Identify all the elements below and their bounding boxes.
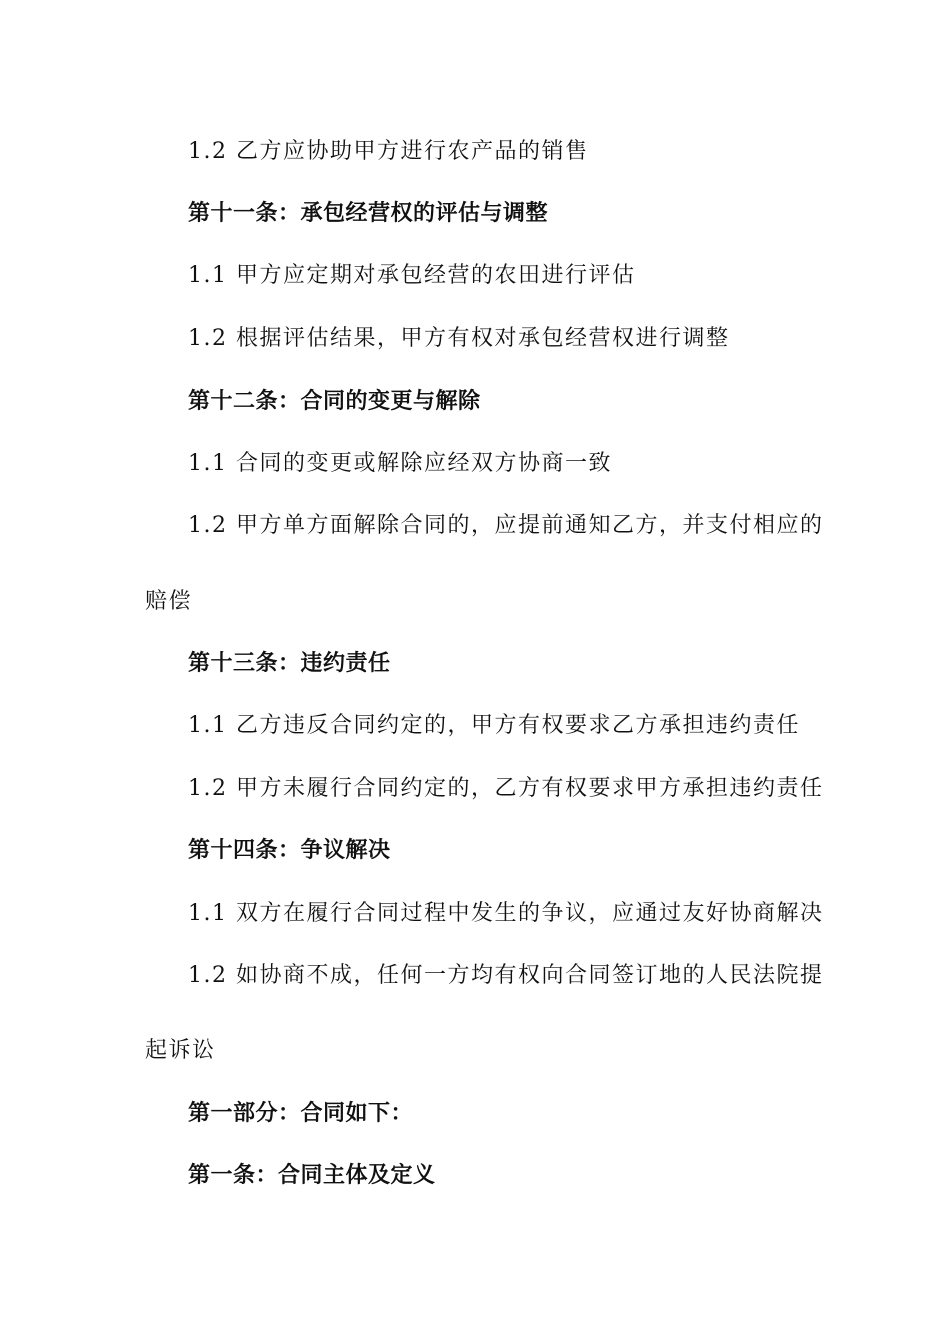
clause-12-1: 1.1 合同的变更或解除应经双方协商一致 xyxy=(188,451,612,476)
clause-14-1: 1.1 双方在履行合同过程中发生的争议，应通过友好协商解决 xyxy=(188,901,824,926)
clause-12-2-continued: 赔偿 xyxy=(145,589,193,614)
part-1-heading: 第一部分：合同如下： xyxy=(188,1101,414,1126)
article-13-heading: 第十三条：违约责任 xyxy=(188,651,391,676)
article-11-heading: 第十一条：承包经营权的评估与调整 xyxy=(188,201,549,226)
clause-11-2: 1.2 根据评估结果，甲方有权对承包经营权进行调整 xyxy=(188,326,730,351)
article-14-heading: 第十四条：争议解决 xyxy=(188,838,391,863)
clause-14-2: 1.2 如协商不成，任何一方均有权向合同签订地的人民法院提 xyxy=(188,963,824,988)
clause-13-1: 1.1 乙方违反合同约定的，甲方有权要求乙方承担违约责任 xyxy=(188,713,800,738)
article-1-heading: 第一条：合同主体及定义 xyxy=(188,1163,436,1188)
clause-13-2: 1.2 甲方未履行合同约定的，乙方有权要求甲方承担违约责任 xyxy=(188,776,824,801)
clause-1-2-sales-assist: 1.2 乙方应协助甲方进行农产品的销售 xyxy=(188,139,589,164)
clause-12-2: 1.2 甲方单方面解除合同的，应提前通知乙方，并支付相应的 xyxy=(188,513,824,538)
clause-14-2-continued: 起诉讼 xyxy=(145,1038,216,1063)
article-12-heading: 第十二条：合同的变更与解除 xyxy=(188,389,481,414)
clause-11-1: 1.1 甲方应定期对承包经营的农田进行评估 xyxy=(188,263,636,288)
